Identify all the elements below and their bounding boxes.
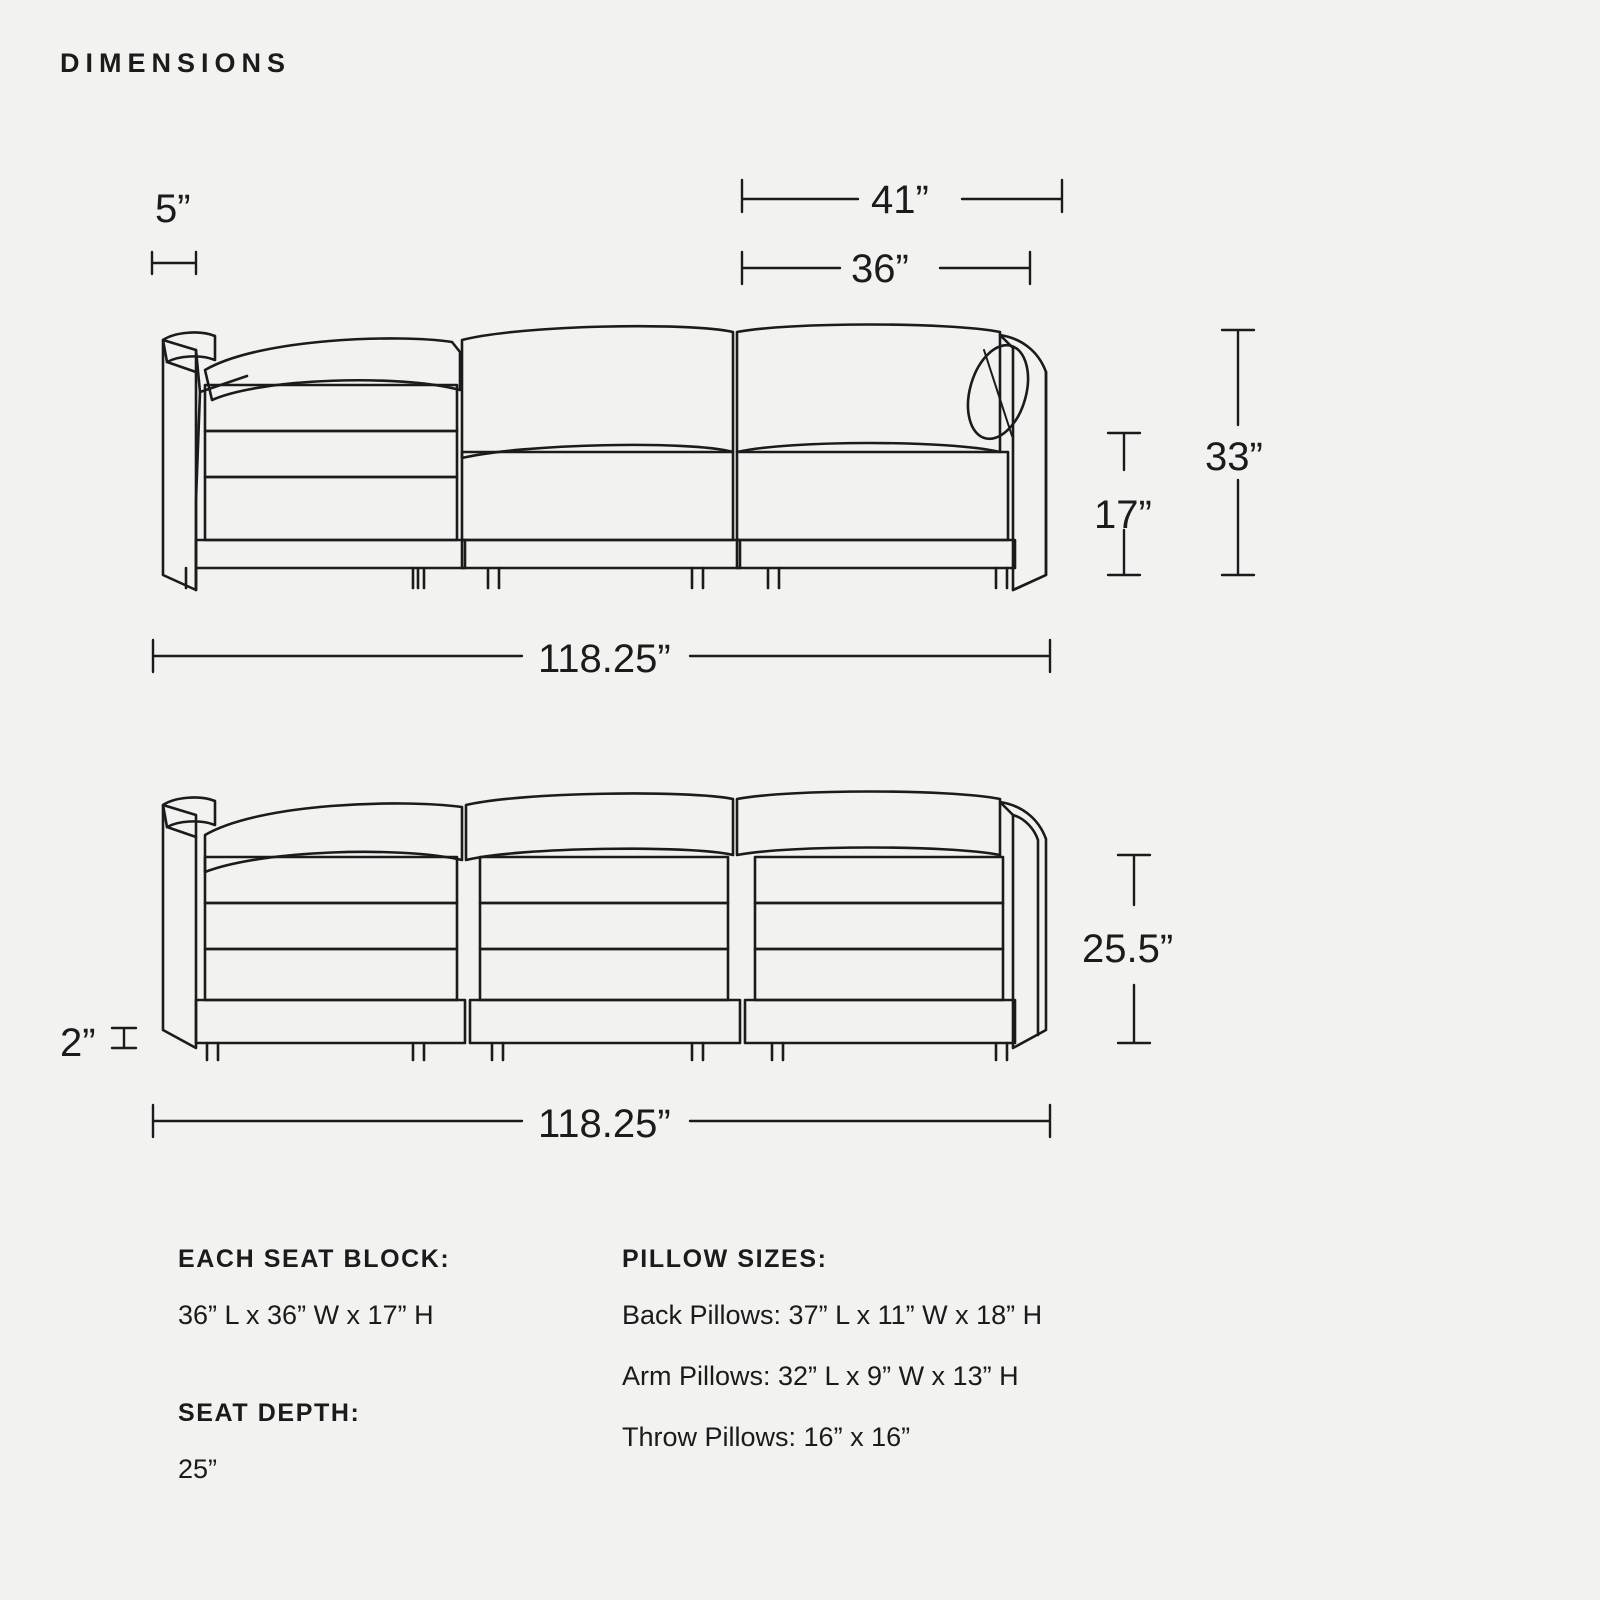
dim-seat-height: 17” bbox=[1094, 493, 1152, 537]
dim-module-outer-width: 41” bbox=[871, 178, 929, 222]
pillow-size-back: Back Pillows: 37” L x 11” W x 18” H bbox=[622, 1300, 1043, 1330]
dim-overall-height: 33” bbox=[1205, 435, 1263, 479]
spec-column-left bbox=[178, 1245, 598, 1515]
dim-overall-width-bottom: 118.25” bbox=[538, 1102, 671, 1146]
dim-module-inner-width: 36” bbox=[851, 247, 909, 291]
dim-back-height: 25.5” bbox=[1082, 927, 1174, 971]
dim-arm-width: 5” bbox=[155, 187, 191, 231]
seat-block-heading: EACH SEAT BLOCK: bbox=[178, 1245, 451, 1273]
page-title: DIMENSIONS bbox=[60, 48, 292, 78]
pillow-size-throw: Throw Pillows: 16” x 16” bbox=[622, 1422, 911, 1452]
dim-overall-width-top: 118.25” bbox=[538, 637, 671, 681]
front-elevation-drawing bbox=[163, 325, 1046, 591]
spec-spacer bbox=[178, 1361, 598, 1399]
spec-column-right bbox=[622, 1245, 1322, 1483]
seat-depth-heading: SEAT DEPTH: bbox=[178, 1399, 361, 1427]
seat-depth-value: 25” bbox=[178, 1454, 218, 1484]
pillow-size-arm: Arm Pillows: 32” L x 9” W x 13” H bbox=[622, 1361, 1019, 1391]
back-elevation-drawing bbox=[163, 792, 1046, 1061]
dimension-lines bbox=[112, 180, 1254, 1137]
seat-block-value: 36” L x 36” W x 17” H bbox=[178, 1300, 434, 1330]
pillow-sizes-heading: PILLOW SIZES: bbox=[622, 1245, 828, 1273]
dim-clearance: 2” bbox=[60, 1021, 96, 1065]
